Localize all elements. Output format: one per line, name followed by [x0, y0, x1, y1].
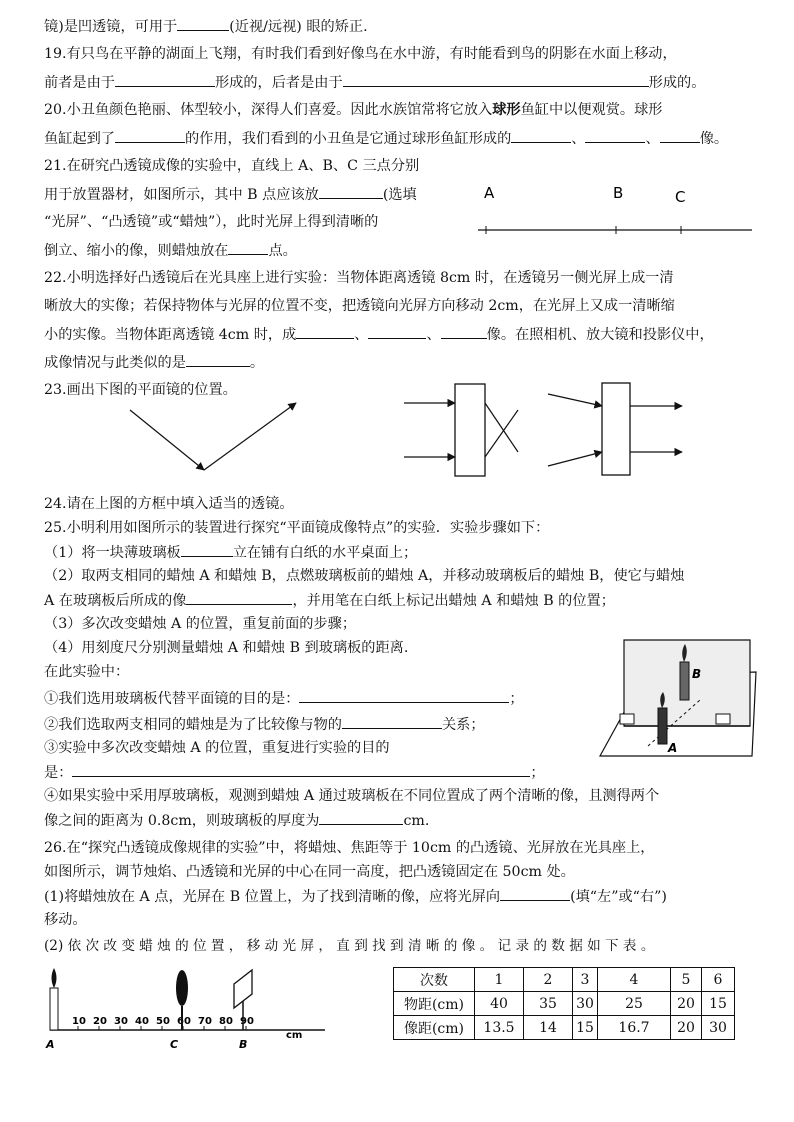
q21-point-a-label: A: [484, 184, 495, 202]
q22-text-a: 小的实像。当物体距离透镜 4cm 时，成: [44, 327, 297, 343]
q21-text-d: 点。: [268, 243, 297, 259]
q25-step-3: （3）多次改变蜡烛 A 的位置，重复前面的步骤；: [44, 616, 357, 632]
bench-tick-label: 20: [93, 1016, 107, 1027]
bench-label-c: C: [170, 1038, 179, 1051]
q19-line-1: 19.有只鸟在平静的湖面上飞翔，有时我们看到好像鸟在水中游，有时能看到鸟的阴影在水面上移动，: [44, 46, 677, 62]
q25-item-3: ③实验中多次改变蜡烛 A 的位置，重复进行实验的目的: [44, 740, 390, 756]
table-row: [394, 992, 735, 1016]
table-header-row: [394, 968, 735, 992]
q26-line-3: [44, 886, 667, 907]
table-cell: 15: [702, 992, 735, 1016]
q22-line-2: 晰放大的实像；若保持物体与光屏的位置不变，把透镜向光屏方向移动 2cm，在光屏上又成一清晰缩: [44, 298, 675, 314]
lens-box-1[interactable]: [455, 384, 485, 476]
q26-line-5: (2) 依 次 改 变 蜡 烛 的 位 置 ， 移 动 光 屏 ， 直 到 找 到 清 晰 的 像 。 记 录 的 数 据 如 下 表 。: [44, 938, 655, 954]
q24-line-1: 24.请在上图的方框中填入适当的透镜。: [44, 496, 294, 512]
q18-text-a: 镜)是凹透镜，可用于: [44, 19, 178, 35]
q19-text-c: 形成的。: [648, 75, 706, 91]
q25-step-2b: [44, 590, 615, 611]
q26-line-1: 26.在“探究凸透镜成像规律的实验”中，将蜡烛、焦距等于 10cm 的凸透镜、光屏放在光具座上，: [44, 840, 655, 856]
q25-step1-text-b: 立在铺有白纸的水平桌面上；: [232, 545, 418, 561]
q22-text-d: 像。在照相机、放大镜和投影仪中，: [486, 327, 714, 343]
q25-item1-end: ；: [509, 691, 524, 707]
q25-item4-unit: cm.: [403, 813, 430, 829]
table-cell: 20: [671, 1016, 702, 1040]
lens-box-2[interactable]: [602, 383, 630, 475]
q20-text-e: 的作用，我们看到的小丑鱼是它通过球形鱼缸形成的: [184, 131, 512, 147]
q22-text-c: 、: [426, 327, 441, 343]
q25-item-4b: [44, 810, 429, 831]
table-cell: 35: [524, 992, 573, 1016]
table-cell: 40: [475, 992, 524, 1016]
bench-tick-label: 10: [72, 1016, 86, 1027]
q25-blank-6[interactable]: [319, 810, 403, 825]
table-cell: 20: [671, 992, 702, 1016]
incident-ray: [130, 410, 204, 470]
table-cell: 14: [524, 1016, 573, 1040]
candle-flame: [52, 968, 57, 988]
q20-text-a: 20.小丑鱼颜色艳丽、体型较小，深得人们喜爱。因此水族馆常将它放入: [44, 102, 493, 118]
q25-step-2a: （2）取两支相同的蜡烛 A 和蜡烛 B，点燃玻璃板前的蜡烛 A，并移动玻璃板后的蜡烛 B，使它与蜡烛: [44, 568, 685, 584]
table-cell: 30: [702, 1016, 735, 1040]
q25-blank-1[interactable]: [181, 542, 233, 557]
q21-text-a: 用于放置器材，如图所示，其中 B 点应该放: [44, 187, 319, 203]
q22-text-b: 、: [354, 327, 369, 343]
q19-text-a: 前者是由于: [44, 75, 115, 91]
optical-bench-figure: [40, 966, 370, 1056]
q25-item2-text: ②我们选取两支相同的蜡烛是为了比较像与物的: [44, 717, 342, 733]
q26-line-2: 如图所示，调节烛焰、凸透镜和光屏的中心在同一高度，把凸透镜固定在 50cm 处。: [44, 864, 575, 880]
q20-text-f: 、: [571, 131, 586, 147]
table-row-label: 物距(cm): [394, 992, 475, 1016]
box2-ray-in-bottom: [548, 452, 602, 466]
q21-text-b: (选填: [382, 187, 417, 203]
q26-text-a: (1)将蜡烛放在 A 点，光屏在 B 位置上，为了找到清晰的像，应将光屏向: [44, 889, 501, 905]
q25-step-4: （4）用刻度尺分别测量蜡烛 A 和蜡烛 B 到玻璃板的距离.: [44, 640, 409, 656]
q20-text-c: 鱼缸中以便观赏。球形: [520, 102, 663, 118]
table-cell: 2: [524, 968, 573, 992]
q18-text-b: (近视/远视) 眼的矫正.: [229, 19, 368, 35]
q25-item-1: [44, 688, 524, 709]
q19-text-b: 形成的，后者是由于: [214, 75, 343, 91]
q26-line-4: 移动。: [44, 912, 87, 928]
candle-b-label: B: [692, 667, 702, 681]
q25-step1-text-a: （1）将一块薄玻璃板: [44, 545, 181, 561]
table-cell: 5: [671, 968, 702, 992]
q21-text-c: 倒立、缩小的像，则蜡烛放在: [44, 243, 229, 259]
q25-item-2: [44, 714, 485, 735]
q25-step2-text-c: ，并用笔在白纸上标记出蜡烛 A 和蜡烛 B 的位置；: [292, 593, 615, 609]
q21-line-1: 21.在研究凸透镜成像的实验中，直线上 A、B、C 三点分别: [44, 158, 420, 174]
table-cell: 16.7: [598, 1016, 671, 1040]
box1-ray-out-top: [485, 403, 518, 452]
table-cell: 3: [573, 968, 598, 992]
bench-tick-label: 50: [156, 1016, 170, 1027]
table-cell: 1: [475, 968, 524, 992]
table-cell: 15: [573, 1016, 598, 1040]
table-cell: 6: [702, 968, 735, 992]
q22-text-e: 成像情况与此类似的是: [44, 355, 186, 371]
bench-tick-label: 30: [114, 1016, 128, 1027]
bench-tick-label: 70: [198, 1016, 212, 1027]
table-row: [394, 1016, 735, 1040]
q21-line-3: “光屏”、“凸透镜”或“蜡烛”），此时光屏上得到清晰的: [44, 214, 379, 230]
table-cell: 30: [573, 992, 598, 1016]
reflected-ray: [204, 403, 296, 470]
data-table-body: [394, 968, 735, 1040]
q20-text-h: 像。: [699, 131, 729, 147]
table-cell: 4: [598, 968, 671, 992]
table-cell: 13.5: [475, 1016, 524, 1040]
q25-item3b-text: 是：: [44, 765, 73, 781]
box1-ray-out-bottom: [485, 410, 518, 457]
q25-item1-text: ①我们选用玻璃板代替平面镜的目的是：: [44, 691, 300, 707]
bench-label-b: B: [239, 1038, 248, 1051]
q26-blank-1[interactable]: [500, 886, 570, 901]
q22-line-1: 22.小明选择好凸透镜后在光具座上进行实验：当物体距离透镜 8cm 时，在透镜另一侧光屏上成一清: [44, 270, 674, 286]
q25-step2-text-b: A 在玻璃板后所成的像: [44, 593, 187, 609]
bench-tick-label: 80: [219, 1016, 233, 1027]
q20-text-d: 鱼缸起到了: [44, 131, 115, 147]
bench-tick-label: 90: [240, 1016, 254, 1027]
candle-a-label: A: [668, 741, 678, 755]
q25-item2-end: 关系；: [441, 717, 485, 733]
q20-bold-word: 球形: [492, 102, 521, 118]
q25-step-1: [44, 542, 417, 563]
q22-text-f: 。: [249, 355, 265, 371]
bench-unit: cm: [286, 1030, 303, 1041]
candle-a: [658, 708, 667, 744]
box2-ray-in-top: [548, 394, 602, 406]
bench-label-a: A: [46, 1038, 55, 1051]
bench-ticks: [72, 1016, 254, 1030]
q25-blank-5[interactable]: [72, 762, 530, 777]
q25-item4-text: 像之间的距离为 0.8cm，则玻璃板的厚度为: [44, 813, 320, 829]
table-cell: 25: [598, 992, 671, 1016]
candle: [50, 988, 58, 1030]
q25-item3b-end: ；: [530, 765, 545, 781]
stand-right: [716, 714, 730, 724]
q25-intro: 在此实验中：: [44, 664, 130, 680]
q25-blank-3[interactable]: [299, 688, 509, 703]
q23-line-1: 23.画出下图的平面镜的位置。: [44, 382, 237, 398]
q25-blank-2[interactable]: [186, 590, 292, 605]
q25-blank-4[interactable]: [342, 714, 442, 729]
bench-tick-label: 40: [135, 1016, 149, 1027]
q20-text-g: 、: [645, 131, 660, 147]
data-table: [393, 967, 735, 1040]
q25-line-1: 25.小明利用如图所示的装置进行探究“平面镜成像特点”的实验．实验步骤如下：: [44, 520, 550, 536]
q25-item-4a: ④如果实验中采用厚玻璃板，观测到蜡烛 A 通过玻璃板在不同位置成了两个清晰的像，且测得两个: [44, 788, 660, 804]
q26-text-b: (填“左”或“右”): [570, 889, 667, 905]
q21-point-c-label: C: [675, 188, 686, 206]
q25-mirror-figure: [596, 634, 766, 764]
q21-point-b-label: B: [613, 184, 624, 202]
candle-b: [680, 662, 689, 700]
table-row-label: 像距(cm): [394, 1016, 475, 1040]
stand-left: [620, 714, 634, 724]
convex-lens: [176, 970, 188, 1006]
table-row-label: 次数: [394, 968, 475, 992]
bench-tick-label: 60: [177, 1016, 191, 1027]
q25-item-3b: [44, 762, 545, 783]
